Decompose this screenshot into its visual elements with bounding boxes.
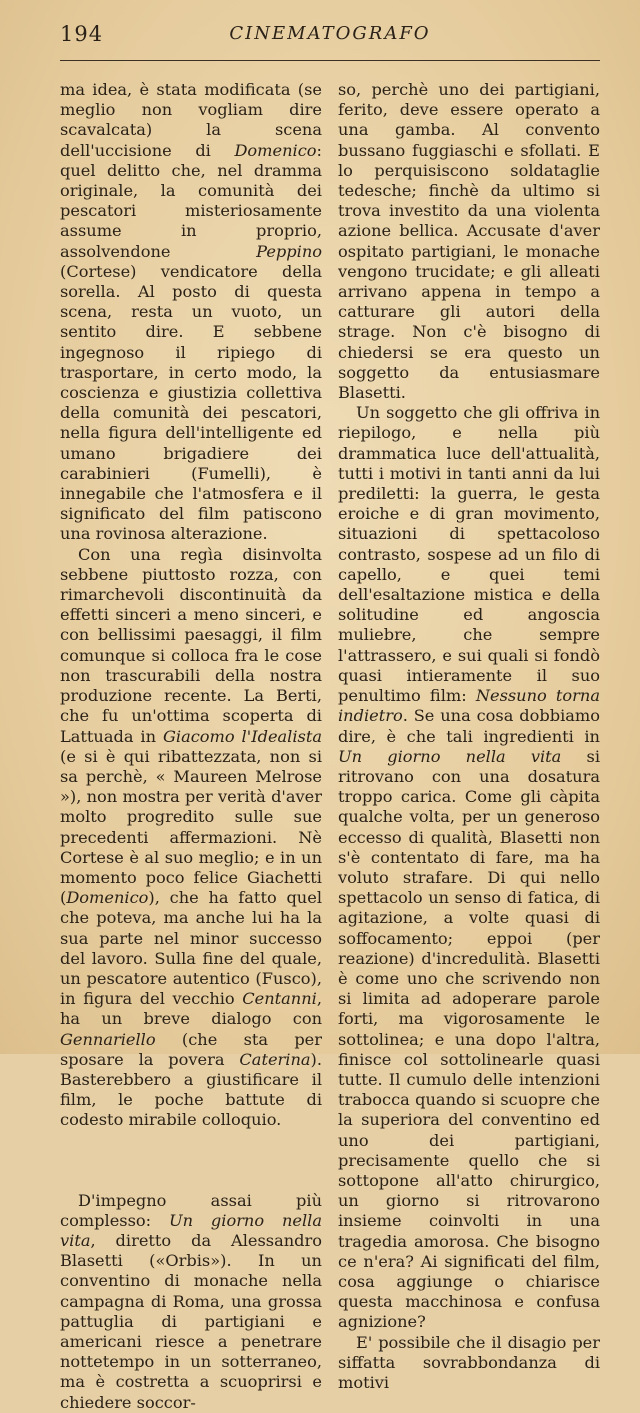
running-title: CINEMATOGRAFO (229, 23, 431, 44)
right-paragraph-2: Un soggetto che gli offriva in riepilogo, e nella più drammatica luce dell'attualità, tutti i motivi in tanti anni da lui prediletti: la guerra, le gesta eroiche e di gran movimento, situazioni di spettacoloso contrasto, sospese ad un filo di capello, e quei temi dell'esaltazione mistica e della solitudine ed angoscia muliebre, che sempre l'attrassero, e sui quali si fondò quasi intieramente il suo penultimo film: Nessuno torna indietro. Se una cosa dobbiamo dire, è che tali ingredienti in Un giorno nella vita si ritrovano con una dosatura troppo carica. Come gli càpita qualche volta, per un generoso eccesso di qualità, Blasetti non s'è contentato di fare, ma ha voluto strafare. Di qui nello spettacolo un senso di fatica, di agitazione, a volte quasi di soffocamento; eppoi (per reazione) d'incredulità. Blasetti è come uno che scrivendo non si limita ad adoperare parole forti, ma vigorosamente le sottolinea; e una dopo l'altra, finisce col sottolinearle quasi tutte. Il cumulo delle intenzioni trabocca quando si scuopre che la superiora del conventino ed uno dei partigiani, precisamente quello che si sottopone all'atto chirurgico, un giorno si ritrovarono insieme coinvolti in una tragedia amorosa. Che bisogno ce n'era? Ai significati del film, cosa aggiunge o chiarisce questa macchinosa e confusa agnizione? (338, 403, 601, 1332)
right-paragraph-1: so, perchè uno dei partigiani, ferito, deve essere operato a una gamba. Al convento bussano fuggiaschi e sfollati. E lo perquisiscono soldataglie tedesche; finchè da ultimo si trova investito da una violenta azione bellica. Accusate d'aver ospitato partigiani, le monache vengono trucidate; e gli alleati arrivano appena in tempo a catturare gli autori della strage. Non c'è bisogno di chiedersi se era questo un soggetto da entusiasmare Blasetti. (338, 80, 600, 403)
italic-name: Caterina (239, 1049, 311, 1069)
header-rule (60, 60, 600, 61)
italic-name: Domenico (234, 140, 317, 160)
italic-title: Un giorno nella vita (338, 746, 562, 766)
italic-name: Domenico (66, 888, 149, 908)
left-paragraph-1: ma idea, è stata modificata (se meglio non vogliam dire scavalcata) la scena dell'uccisione di Domenico: quel delitto che, nel dramma originale, la comunità dei pescatori misteriosamente assume in proprio, assolvendone Peppino (Cortese) vendicatore della sorella. Al posto di questa scena, resta un vuoto, un sentito dire. E sebbene ingegnoso il ripiego di trasportare, in certo modo, la coscienza e giustizia collettiva della comunità dei pescatori, nella figura dell'intelligente ed umano brigadiere dei carabinieri (Fumelli), è innegabile che l'atmosfera e il significato del film patiscono una rovinosa alterazione. (60, 80, 322, 544)
italic-title: Nessuno torna indietro (338, 686, 600, 726)
left-paragraph-3: D'impegno assai più complesso: Un giorno nella vita, diretto da Alessandro Blasetti («Orbis»). In un conventino di monache nella campagna di Roma, una grossa pattuglia di partigiani e americani riesce a penetrare nottetempo in un sotterraneo, ma è costretta a scuoprirsi e chiedere soccor- (60, 1190, 322, 1412)
italic-title: Un giorno nella vita (60, 1210, 322, 1250)
page-header (60, 22, 600, 54)
italic-name: Peppino (256, 241, 322, 261)
page-number: 194 (60, 22, 104, 46)
italic-title: Giacomo l'Idealista (162, 726, 322, 746)
italic-name: Gennariello (60, 1029, 156, 1049)
left-column (60, 80, 322, 1413)
right-column (338, 80, 600, 1393)
italic-name: Centanni (242, 989, 317, 1009)
left-paragraph-2: Con una regìa disinvolta sebbene piuttosto rozza, con rimarchevoli discontinuità da effetti sinceri a meno sinceri, e con bellissimi paesaggi, il film comunque si colloca fra le cose non trascurabili della nostra produzione recente. La Berti, che fu un'ottima scoperta di Lattuada in Giacomo l'Idealista (e si è qui ribattezzata, non si sa perchè, « Maureen Melrose »), non mostra per verità d'aver molto progredito sulle sue precedenti affermazioni. Nè Cortese è al suo meglio; e in un momento poco felice Giachetti (Domenico), che ha fatto quel che poteva, ma anche lui ha la sua parte nel minor successo del lavoro. Sulla fine del quale, un pescatore autentico (Fusco), in figura del vecchio Centanni, ha un breve dialogo con Gennariello (che sta per sposare la povera Caterina). Basterebbero a giustificare il film, le poche battute di codesto mirabile colloquio. (60, 544, 322, 1130)
right-paragraph-3: E' possibile che il disagio per siffatta sovrabbondanza di motivi (338, 1332, 600, 1392)
